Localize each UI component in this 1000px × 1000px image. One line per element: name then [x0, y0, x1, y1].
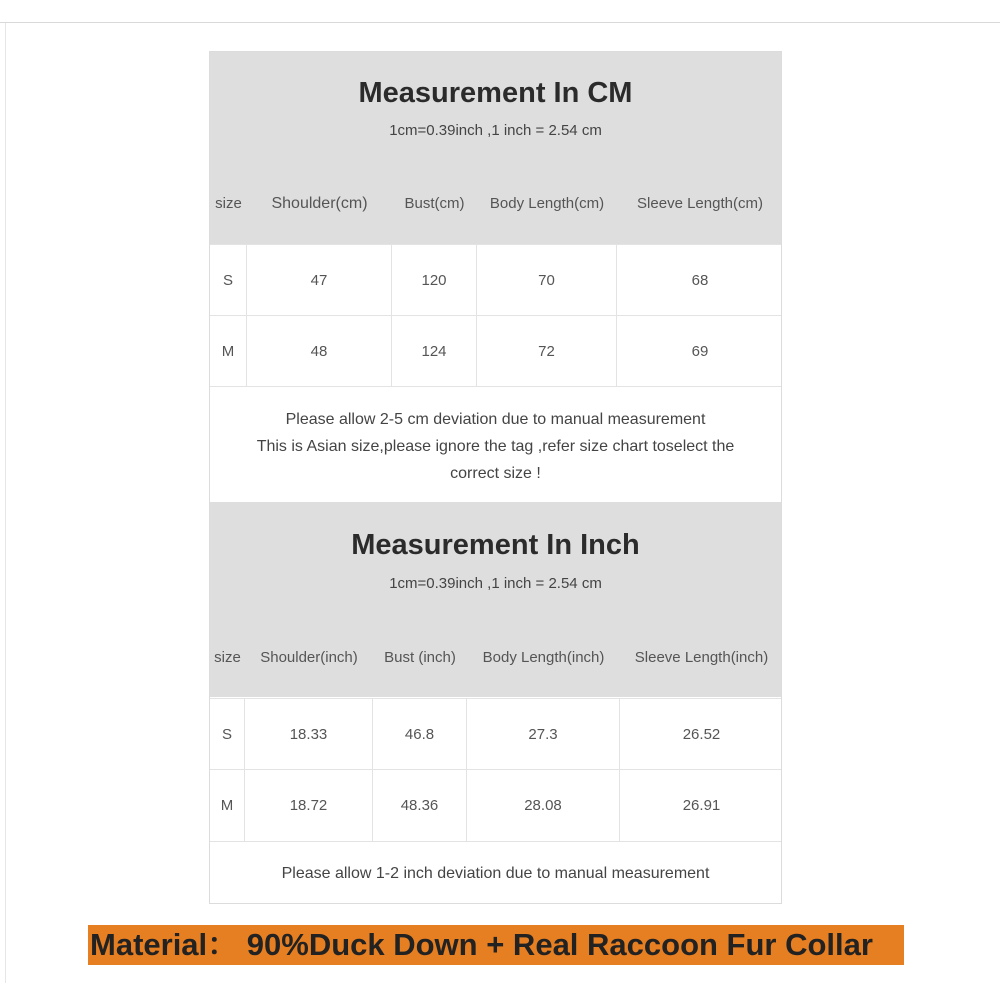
body-length-cell: 27.3: [467, 699, 620, 770]
body-length-cell: 70: [477, 245, 617, 316]
cm-note-line-2: This is Asian size,please ignore the tag ,refer size chart toselect the: [256, 438, 735, 455]
table-row: [210, 698, 781, 770]
shoulder-cell: 18.33: [245, 699, 373, 770]
cm-section-header: [210, 52, 781, 244]
inch-col-shoulder: Shoulder(inch): [260, 649, 358, 666]
cm-col-shoulder: Shoulder(cm): [271, 195, 368, 212]
size-chart-sheet: [209, 51, 782, 904]
inch-note-line-1: Please allow 1-2 inch deviation due to manual measurement: [281, 865, 710, 882]
table-row: [210, 315, 781, 387]
inch-conversion-note: 1cm=0.39inch ,1 inch = 2.54 cm: [389, 575, 602, 592]
cm-col-size: size: [215, 195, 242, 212]
sleeve-length-cell: 26.91: [682, 797, 721, 814]
cm-section-title: Measurement In CM: [358, 77, 633, 109]
sleeve-length-cell: 68: [691, 272, 709, 289]
inch-col-body-length: Body Length(inch): [482, 649, 605, 666]
body-length-cell: 28.08: [467, 770, 620, 841]
size-cell: S: [210, 699, 245, 770]
size-cell: S: [210, 245, 247, 316]
table-row: [210, 769, 781, 841]
size-cell: M: [210, 770, 245, 841]
bust-cell: 46.8: [373, 699, 467, 770]
page-left-border: [5, 23, 6, 983]
shoulder-cell: 18.72: [245, 770, 373, 841]
cm-col-sleeve-length: Sleeve Length(cm): [637, 195, 763, 212]
inch-col-sleeve-length: Sleeve Length(inch): [634, 649, 769, 666]
inch-col-size: size: [214, 649, 241, 666]
sleeve-length-cell: 26.52: [682, 726, 721, 743]
sleeve-length-cell: 69: [691, 343, 709, 360]
inch-section-title: Measurement In Inch: [351, 529, 640, 561]
cm-deviation-note: [210, 386, 781, 502]
shoulder-cell: 48: [247, 316, 392, 387]
bust-cell: 124: [392, 316, 477, 387]
cm-note-line-1: Please allow 2-5 cm deviation due to manual measurement: [285, 411, 706, 428]
body-length-cell: 72: [477, 316, 617, 387]
cm-conversion-note: 1cm=0.39inch ,1 inch = 2.54 cm: [389, 122, 602, 139]
page-top-border: [0, 22, 1000, 23]
inch-deviation-note: [210, 841, 781, 903]
bust-cell: 48.36: [373, 770, 467, 841]
cm-col-bust: Bust(cm): [404, 195, 465, 212]
cm-note-line-3: correct size !: [450, 465, 541, 482]
cm-col-body-length: Body Length(cm): [489, 195, 605, 212]
table-row: [210, 244, 781, 316]
bust-cell: 120: [392, 245, 477, 316]
size-cell: M: [210, 316, 247, 387]
inch-section-header: [210, 502, 781, 697]
shoulder-cell: 47: [247, 245, 392, 316]
inch-col-bust: Bust (inch): [384, 649, 456, 666]
material-banner: Material： 90%Duck Down + Real Raccoon Fur Collar: [88, 925, 904, 965]
